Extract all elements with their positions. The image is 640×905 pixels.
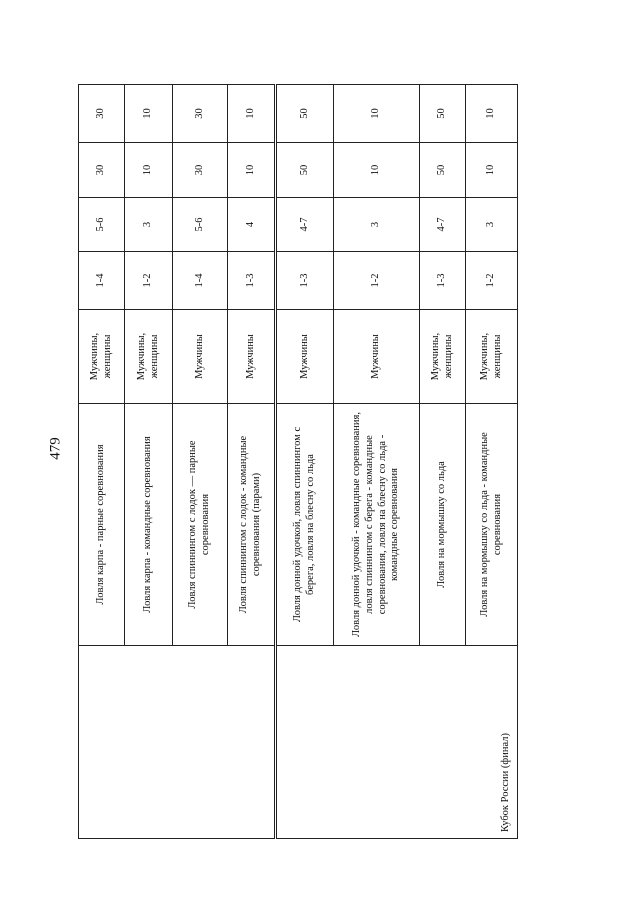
event-cell: Ловля донной удочкой, ловля спиннингом с берега, ловля на блесну со льда: [276, 404, 334, 646]
places-b-cell: 4: [228, 198, 276, 252]
places-a-cell: 1-2: [125, 252, 173, 310]
places-b-cell: 3: [334, 198, 420, 252]
competition-table: [78, 84, 518, 839]
page-number: 479: [47, 437, 64, 460]
cup-label-cell: Кубок России (финал): [276, 646, 518, 839]
category-cell: Мужчины, женщины: [125, 310, 173, 404]
count-d-cell: 50: [420, 85, 466, 143]
count-c-cell: 30: [79, 143, 125, 198]
category-cell: Мужчины: [173, 310, 228, 404]
places-b-cell: 5-6: [79, 198, 125, 252]
count-d-cell: 10: [125, 85, 173, 143]
count-d-cell: 10: [228, 85, 276, 143]
places-a-cell: 1-2: [334, 252, 420, 310]
places-a-cell: 1-4: [79, 252, 125, 310]
count-c-cell: 10: [334, 143, 420, 198]
table-row: [79, 85, 125, 839]
count-d-cell: 30: [79, 85, 125, 143]
places-b-cell: 3: [466, 198, 518, 252]
category-cell: Мужчины, женщины: [466, 310, 518, 404]
count-c-cell: 10: [125, 143, 173, 198]
event-cell: Ловля карпа - командные соревнования: [125, 404, 173, 646]
category-cell: Мужчины, женщины: [79, 310, 125, 404]
category-cell: Мужчины, женщины: [420, 310, 466, 404]
count-c-cell: 50: [420, 143, 466, 198]
count-d-cell: 30: [173, 85, 228, 143]
count-d-cell: 10: [334, 85, 420, 143]
rotated-table-area: [78, 85, 517, 839]
category-cell: Мужчины: [334, 310, 420, 404]
count-c-cell: 10: [228, 143, 276, 198]
places-b-cell: 4-7: [420, 198, 466, 252]
places-a-cell: 1-2: [466, 252, 518, 310]
blank-group-cell: [79, 646, 276, 839]
event-cell: Ловля на мормышку со льда: [420, 404, 466, 646]
count-c-cell: 30: [173, 143, 228, 198]
places-a-cell: 1-3: [228, 252, 276, 310]
places-b-cell: 4-7: [276, 198, 334, 252]
count-d-cell: 10: [466, 85, 518, 143]
table-row: [276, 85, 334, 839]
places-a-cell: 1-3: [276, 252, 334, 310]
places-b-cell: 3: [125, 198, 173, 252]
count-c-cell: 10: [466, 143, 518, 198]
count-c-cell: 50: [276, 143, 334, 198]
count-d-cell: 50: [276, 85, 334, 143]
event-cell: Ловля донной удочкой - командные соревнования, ловля спиннингом с берега - командные соревнования, ловля на блесну со льда - командные соревнования: [334, 404, 420, 646]
category-cell: Мужчины: [228, 310, 276, 404]
event-cell: Ловля на мормышку со льда - командные соревнования: [466, 404, 518, 646]
event-cell: Ловля спиннингом с лодок - командные соревнования (парами): [228, 404, 276, 646]
event-cell: Ловля спиннингом с лодок — парные соревнования: [173, 404, 228, 646]
table-sheet: [78, 85, 517, 839]
event-cell: Ловля карпа - парные соревнования: [79, 404, 125, 646]
places-b-cell: 5-6: [173, 198, 228, 252]
category-cell: Мужчины: [276, 310, 334, 404]
places-a-cell: 1-4: [173, 252, 228, 310]
places-a-cell: 1-3: [420, 252, 466, 310]
